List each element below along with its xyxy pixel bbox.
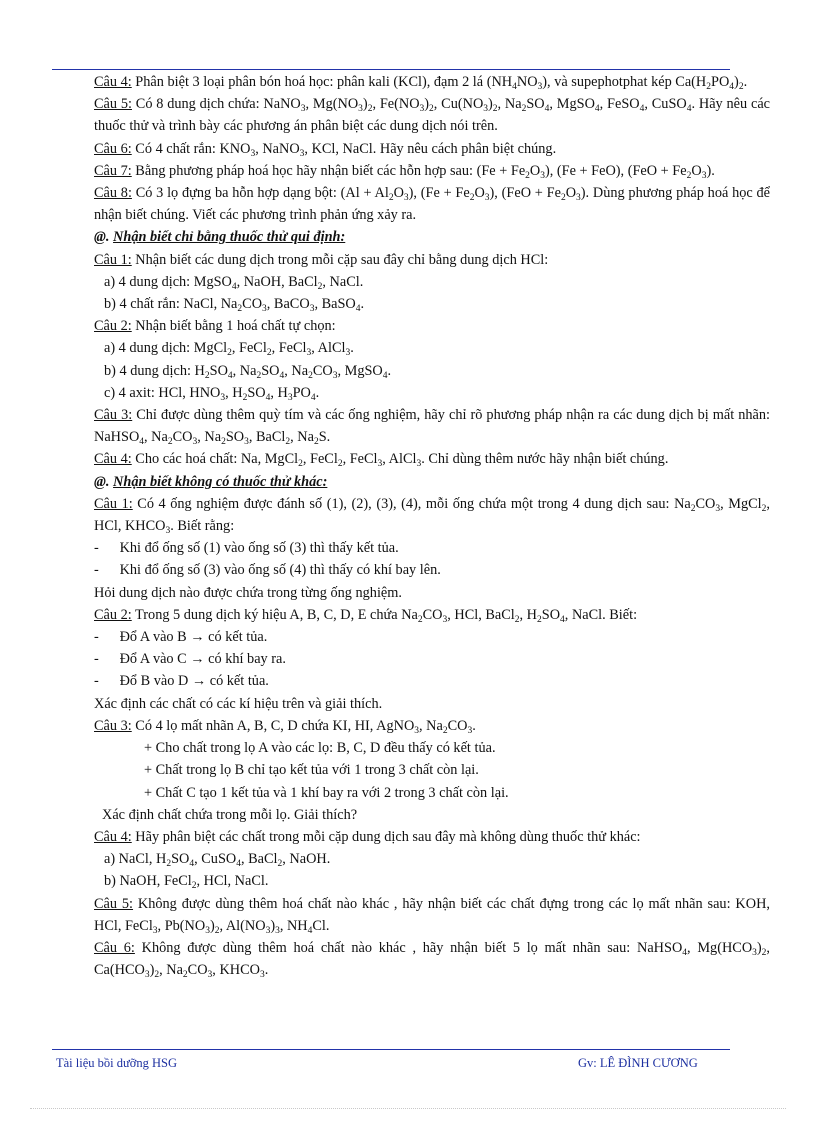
question-line	[94, 826, 770, 848]
question-line	[94, 315, 770, 337]
line-text: c) 4 axit: HCl, $HNO_3$, $H_2SO_4$, $H_3PO_4$.	[104, 384, 320, 403]
text-line	[94, 626, 770, 648]
question-line	[94, 893, 770, 937]
line-text: Bằng phương pháp hoá học hãy nhận biết các hỗn hợp sau: $(Fe + Fe_2O_3)$, (Fe + FeO), $(FeO + Fe_2O_3)$.	[131, 162, 715, 181]
question-line	[94, 249, 770, 271]
text-line	[94, 804, 770, 826]
question-label: Câu 6:	[94, 939, 135, 956]
line-text: Phân biệt 3 loại phân bón hoá học: phân kali (KCl), đạm 2 lá $(NH_4NO_3)$, và supephotphat kép $Ca(H_2PO_4)_2$.	[131, 74, 748, 92]
text-line	[94, 582, 770, 604]
text-line	[94, 693, 770, 715]
question-label: Câu 1:	[94, 251, 132, 268]
line-text: b) 4 chất rắn: NaCl, $Na_2CO_3$, BaCO$_3$, BaSO$_4$.	[104, 296, 365, 315]
question-label: Câu 2:	[94, 318, 132, 335]
question-line	[94, 71, 770, 93]
question-line	[94, 715, 770, 737]
footer-left-text: Tài liệu bồi dưỡng HSG	[56, 1056, 178, 1070]
document-body	[94, 71, 770, 981]
question-label: Câu 6:	[94, 140, 132, 157]
line-text: Có 4 ống nghiệm được đánh số (1), (2), (3), (4), mỗi ống chứa một trong 4 dung dịch sau: $Na_2CO_3$, MgCl$_2$, HCl, $KHCO_3$. Biết rằng:	[94, 495, 770, 537]
question-label: Câu 3:	[94, 717, 132, 734]
line-text: b) 4 dung dịch: $H_2SO_4$, $Na_2SO_4$, $Na_2CO_3$, MgSO$_4$.	[104, 362, 392, 381]
question-label: Câu 4:	[94, 828, 132, 845]
line-text: Không được dùng thêm hoá chất nào khác , hãy nhận biết 5 lọ mất nhãn sau: NaHSO$_4$, $Mg(HCO_3)_2$, $Ca(HCO_3)_2$, $Na_2CO_3$, $KHCO_3$.	[94, 939, 770, 981]
question-label: Câu 5:	[94, 96, 132, 113]
text-line	[94, 648, 770, 670]
question-label: Câu 5:	[94, 895, 134, 912]
question-label: Câu 2:	[94, 606, 132, 623]
line-text: Hỏi dung dịch nào được chứa trong từng ống nghiệm.	[94, 584, 402, 601]
line-text: b) NaOH, FeCl$_2$, HCl, NaCl.	[104, 873, 269, 892]
page-bottom-dotted-border	[30, 1108, 786, 1109]
text-line	[94, 382, 770, 404]
line-text: Nhận biết bằng 1 hoá chất tự chọn:	[131, 318, 336, 335]
question-label: Câu 4:	[94, 74, 132, 90]
line-text: @. Nhận biết không có thuốc thử khác:	[94, 473, 328, 490]
text-line	[94, 271, 770, 293]
line-text: - Đổ B vào D → có kết tủa.	[94, 673, 269, 690]
text-line	[94, 337, 770, 359]
question-label: Câu 1:	[94, 495, 133, 512]
text-line	[94, 670, 770, 692]
question-line	[94, 937, 770, 981]
line-text: a) 4 dung dịch: MgSO$_4$, NaOH, BaCl$_2$, NaCl.	[104, 273, 364, 292]
line-text: Cho các hoá chất: Na, MgCl$_2$, FeCl$_2$, FeCl$_3$, AlCl$_3$. Chỉ dùng thêm nước hãy nhận biết chúng.	[131, 451, 669, 470]
text-line	[94, 782, 770, 804]
question-line	[94, 93, 770, 137]
question-label: Câu 3:	[94, 407, 133, 424]
line-text: @. Nhận biết chỉ bằng thuốc thử qui định:	[94, 229, 346, 246]
line-text: Có 4 chất rắn: $KNO_3$, NaNO$_3$, KCl, NaCl. Hãy nêu cách phân biệt chúng.	[131, 140, 557, 159]
question-line	[94, 604, 770, 626]
line-text: Có 3 lọ đựng ba hỗn hợp dạng bột: $(Al + Al_2O_3)$, $(Fe + Fe_2O_3)$, $(FeO + Fe_2O_3)$. Dùng phương pháp hoá học để nhận biết chúng. Viết các phương trình phản ứng xảy ra.	[94, 185, 770, 224]
line-text: - Khi đổ ống số (1) vào ống số (3) thì thấy kết tủa.	[94, 540, 399, 557]
line-text: a) 4 dung dịch: MgCl$_2$, FeCl$_2$, FeCl$_3$, AlCl$_3$.	[104, 340, 354, 359]
line-text: Hãy phân biệt các chất trong mỗi cặp dung dịch sau đây mà không dùng thuốc thử khác:	[131, 828, 641, 845]
line-text: Chỉ được dùng thêm quỳ tím và các ống nghiệm, hãy chỉ rõ phương pháp nhận ra các dung dịch bị mất nhãn: NaHSO$_4$, $Na_2CO_3$, $Na_2SO_3$, BaCl$_2$, $Na_2S$.	[94, 407, 770, 448]
text-line	[94, 870, 770, 892]
question-line	[94, 404, 770, 448]
header-rule	[52, 69, 730, 70]
question-line	[94, 182, 770, 226]
footer-rule	[52, 1049, 730, 1050]
line-text: + Chất C tạo 1 kết tủa và 1 khí bay ra với 2 trong 3 chất còn lại.	[144, 784, 509, 801]
line-text: Xác định các chất có các kí hiệu trên và giải thích.	[94, 695, 383, 712]
line-text: Nhận biết các dung dịch trong mỗi cặp sau đây chỉ bằng dung dịch HCl:	[131, 251, 549, 268]
line-text: Có 4 lọ mất nhãn A, B, C, D chứa KI, HI, AgNO$_3$, $Na_2CO_3$.	[131, 717, 476, 736]
line-text: - Khi đổ ống số (3) vào ống số (4) thì thấy có khí bay lên.	[94, 562, 441, 579]
section-heading	[94, 471, 770, 493]
question-line	[94, 138, 770, 160]
line-text: - Đổ A vào B → có kết tủa.	[94, 629, 268, 646]
text-line	[94, 737, 770, 759]
question-line	[94, 493, 770, 537]
text-line	[94, 293, 770, 315]
text-line	[94, 360, 770, 382]
line-text: Trong 5 dung dịch ký hiệu A, B, C, D, E chứa $Na_2CO_3$, HCl, BaCl$_2$, $H_2SO_4$, NaCl. Biết:	[131, 606, 638, 625]
line-text: + Chất trong lọ B chỉ tạo kết tủa với 1 trong 3 chất còn lại.	[144, 762, 479, 779]
question-label: Câu 7:	[94, 162, 132, 179]
text-line	[94, 759, 770, 781]
text-line	[94, 537, 770, 559]
line-text: - Đổ A vào C → có khí bay ra.	[94, 651, 286, 668]
line-text: Không được dùng thêm hoá chất nào khác , hãy nhận biết các chất đựng trong các lọ mất nhãn sau: KOH, HCl, FeCl$_3$, $Pb(NO_3)_2$, $Al(NO_3)_3$, $NH_4Cl$.	[94, 895, 770, 936]
text-line	[94, 559, 770, 581]
text-line	[94, 848, 770, 870]
line-text: Xác định chất chứa trong mỗi lọ. Giải thích?	[102, 806, 358, 823]
line-text: a) NaCl, $H_2SO_4$, CuSO$_4$, BaCl$_2$, NaOH.	[104, 851, 331, 870]
section-heading	[94, 226, 770, 248]
question-label: Câu 4:	[94, 451, 132, 468]
question-label: Câu 8:	[94, 185, 132, 202]
line-text: + Cho chất trong lọ A vào các lọ: B, C, D đều thấy có kết tủa.	[144, 740, 496, 757]
question-line	[94, 160, 770, 182]
footer-right-text: Gv: LÊ ĐÌNH CƯƠNG	[578, 1056, 698, 1070]
line-text: Có 8 dung dịch chứa: NaNO$_3$, $Mg(NO_3)_2$, $Fe(NO_3)_2$, $Cu(NO_3)_2$, $Na_2SO_4$, MgSO$_4$, FeSO$_4$, CuSO$_4$. Hãy nêu các thuốc thử và trình bày các phương án phân biệt các dung dịch nói trên.	[94, 96, 771, 135]
question-line	[94, 448, 770, 470]
